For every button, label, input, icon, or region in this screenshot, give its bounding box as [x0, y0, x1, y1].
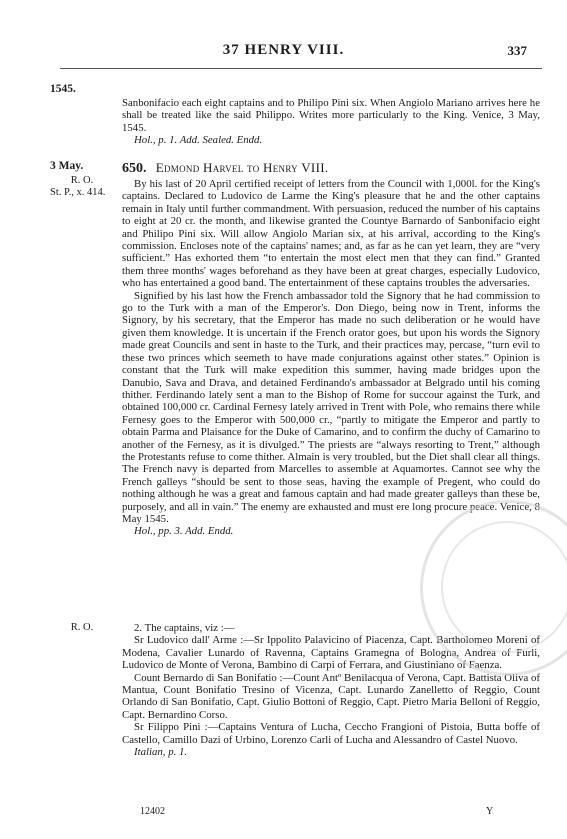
entry-title: Edmond Harvel to Henry VIII.: [155, 160, 329, 175]
margin-year: 1545.: [50, 83, 76, 95]
margin-source-ref2: St. P., x. 414.: [50, 187, 106, 198]
top-entry-paragraph: Sanbonifacio each eight captains and to Philipo Pini six. When Angiolo Mariano arrives here he shall be treated like the said Philippo. Writes more particularly to the King. Venice, 3 May, 1545.: [122, 97, 540, 134]
entry-650-2-paragraph-2: Count Bernardo di San Bonifatio :—Count Antº Benilacqua of Verona, Capt. Battista Oliva of Mantua, Count Bonifatio Tresino of Vicenza, Capt. Lunardo Zanelletto of Reggio, Count Orlando di San Bonifatio, Capt. Giulio Bottoni of Reggio, Capt. Pietro Maria Belloni of Reggio, Capt. Bernardino Corso.: [122, 671, 540, 721]
page-header: [0, 42, 567, 62]
entry-650-paragraph-2: Signified by his last how the French ambassador told the Signory that he had commission to go to the Turk with a man of the Emperor's. Don Diego, being now in Trent, informs the Signory, by his secretary, that the Emperor has made no such deliberation or he would have given them knowledge. It is uncertain if the French orator goes, but upon his words the Signory made great Councils and sent in haste to the Turk, and their practices may, percase, “turn evil to these two princes which seemeth to have made conjurations against other states.” Opinion is constant that the Turk will make expedition this summer, having made bridges upon the Danubio, Sava and Drava, and detained Ferdinando's ambassador at Belgrado until his coming thither. Ferdinando lately sent a man to the Bishop of Rome for succour against the Turk, and obtained 100,000 cr. Cardinal Fernesy lately arrived in Trent with Pole, who remains there while Fernesy goes to the Emperor with 500,000 cr., “partly to mitigate the Emperor and partly to obtain Parma and Plaisance for the Duke of Camarino, and to confirm the duchy of Camarino to another of the Fernesy, as it is divulged.” The priests are “always resorting to Trent,” although the Protestants refuse to come thither. Almain is very troubled, but the Diet shall clear all things. The French navy is departed from Marcelles to assemble at Aquamortes. Cannot see why the French galleys “should be sent to those seas, having the example of Pregent, who could do nothing although he was a great and famous captain and had made greater galleys than these be, purposely, and all in vain.” The enemy are exhausted and must ere long procure peace. Venice, 8 May 1545.: [122, 289, 540, 525]
entry-650-body: [122, 178, 540, 538]
entry-650-2-endorsement: Italian, p. 1.: [134, 746, 188, 759]
entry-650-2-paragraph-1: Sr Ludovico dall' Arme :—Sr Ippolito Palavicino of Piacenza, Capt. Bartholomeo Moreni of Modena, Cavalier Lunardo of Ravenna, Captains Gramegna of Bologna, Andrea of Furli, Ludovico de Monte of Verona, Bambino di Carpi of Ferrara, and Giustiniano of Faenza.: [122, 634, 540, 672]
entry-650-paragraph-1: By his last of 20 April certified receipt of letters from the Council with 1,000l. for the King's captains. Declared to Ludovico de Larme the King's pleasure that he and the other captains remain in Italy until further commandment. With persuasion, reduced the number of his captains to eight at 20 cr. the month, and likewise granted the Countye Barnardo of Sanbonifacio eight and Philipo Pini six. Will allow Angiolo Marian six, at his arrival, according to the King's commission. Encloses note of the captains' names; and, as far as he can yet learn, they are “very sufficient.” Has exhorted them “to entertain the most elect men that they can find.” Granted them three months' wages beforehand as they have been at great charges, especially Ludovico, who has entertained a good band. The entertainment of these captains troubles the adversaries.: [122, 178, 540, 290]
margin-date: 3 May.: [50, 160, 84, 172]
running-title: 37 HENRY VIII.: [222, 42, 345, 58]
page-number: 337: [507, 43, 527, 58]
margin-source-ref-2: R. O.: [70, 622, 94, 633]
entry-number: 650.: [122, 161, 147, 176]
top-entry-text: [122, 97, 540, 147]
entry-650-2-intro: 2. The captains, viz :—: [134, 622, 235, 634]
entry-heading: [122, 160, 542, 177]
margin-source-ref: R. O.: [70, 175, 94, 186]
gathering-letter: Y: [486, 806, 494, 817]
entry-650-2-paragraph-3: Sr Filippo Pini :—Captains Ventura of Lucha, Ceccho Frangioni of Pistoia, Butta boffe of Castello, Camillo Dazi of Urbino, Lorenzo Carli of Lucha and Alessandro of Castel Nuovo.: [122, 721, 540, 746]
header-rule: [60, 68, 542, 69]
entry-650-endorsement: Hol., pp. 3. Add. Endd.: [134, 525, 234, 538]
top-entry-endorsement: Hol., p. 1. Add. Sealed. Endd.: [134, 134, 263, 147]
library-stamp-inner-ring: [441, 521, 567, 653]
signature-mark: 12402: [140, 806, 165, 817]
